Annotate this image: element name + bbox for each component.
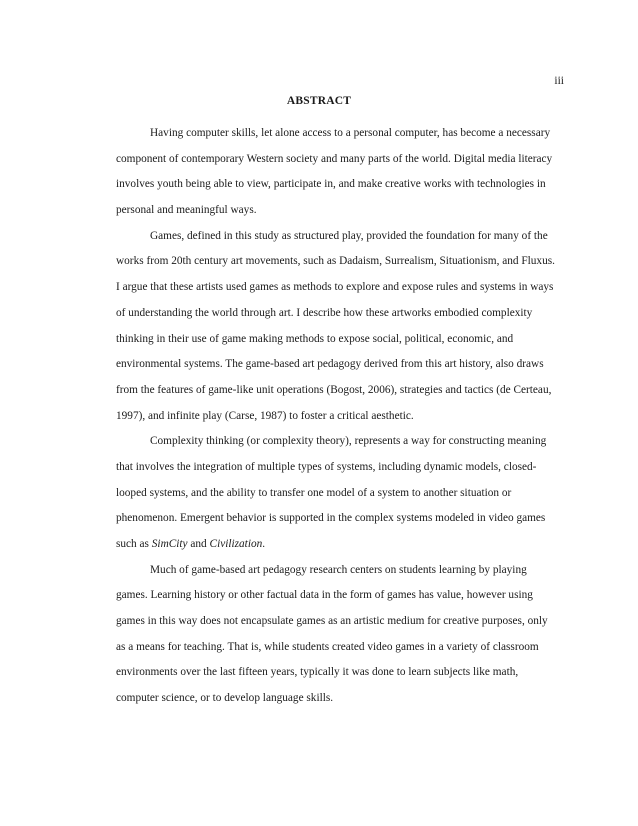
page-number: iii bbox=[554, 75, 564, 87]
paragraph-2-line-7: from the features of game-like unit operations (Bogost, 2006), strategies and tactics (de Certeau, bbox=[116, 383, 552, 396]
line-text: such as bbox=[116, 538, 152, 550]
paragraph-4-line-4: as a means for teaching. That is, while students created video games in a variety of classroom bbox=[116, 640, 539, 653]
paragraph-1-line-3: involves youth being able to view, participate in, and make creative works with technologies in bbox=[116, 178, 546, 191]
paragraph-3-line-1: Complexity thinking (or complexity theory), represents a way for constructing meaning bbox=[150, 435, 547, 448]
game-title-civilization: Civilization bbox=[209, 538, 263, 550]
paragraph-2-line-1: Games, defined in this study as structured play, provided the foundation for many of the bbox=[150, 229, 548, 242]
game-title-simcity: SimCity bbox=[151, 538, 188, 550]
abstract-body bbox=[116, 121, 576, 712]
paragraph-2-line-2: works from 20th century art movements, such as Dadaism, Surrealism, Situationism, and Fluxus. bbox=[116, 255, 555, 268]
paragraph-4-line-6: computer science, or to develop language skills. bbox=[116, 692, 334, 705]
paragraph-4-line-3: games in this way does not encapsulate games as an artistic medium for creative purposes, only bbox=[116, 615, 548, 628]
abstract-heading: ABSTRACT bbox=[286, 95, 352, 107]
paragraph-3-line-5 bbox=[116, 532, 576, 558]
paragraph-4-line-2: games. Learning history or other factual data in the form of games has value, however using bbox=[116, 589, 533, 602]
line-text: and bbox=[187, 538, 210, 550]
paragraph-3-line-4: phenomenon. Emergent behavior is supported in the complex systems modeled in video games bbox=[116, 512, 546, 525]
paragraph-2-line-5: thinking in their use of game making methods to expose social, political, economic, and bbox=[116, 332, 514, 345]
paragraph-3-line-2: that involves the integration of multiple types of systems, including dynamic models, closed- bbox=[116, 460, 537, 473]
line-text: . bbox=[262, 538, 266, 550]
paragraph-2-line-4: of understanding the world through art. I describe how these artworks embodied complexity bbox=[116, 306, 533, 319]
paragraph-4-line-5: environments over the last fifteen years, typically it was done to learn subjects like math, bbox=[116, 666, 519, 679]
paragraph-2-line-8: 1997), and infinite play (Carse, 1987) to foster a critical aesthetic. bbox=[116, 409, 414, 422]
paragraph-2-line-3: I argue that these artists used games as methods to explore and expose rules and systems in ways bbox=[116, 281, 554, 294]
paragraph-4-line-1: Much of game-based art pedagogy research centers on students learning by playing bbox=[150, 563, 527, 576]
paragraph-2-line-6: environmental systems. The game-based art pedagogy derived from this art history, also draws bbox=[116, 358, 544, 371]
paragraph-1-line-1: Having computer skills, let alone access to a personal computer, has become a necessary bbox=[150, 127, 551, 139]
paragraph-1-line-2: component of contemporary Western society and many parts of the world. Digital media literacy bbox=[116, 152, 553, 165]
paragraph-3-line-3: looped systems, and the ability to transfer one model of a system to another situation or bbox=[116, 486, 512, 499]
paragraph-1-line-4: personal and meaningful ways. bbox=[116, 204, 257, 217]
